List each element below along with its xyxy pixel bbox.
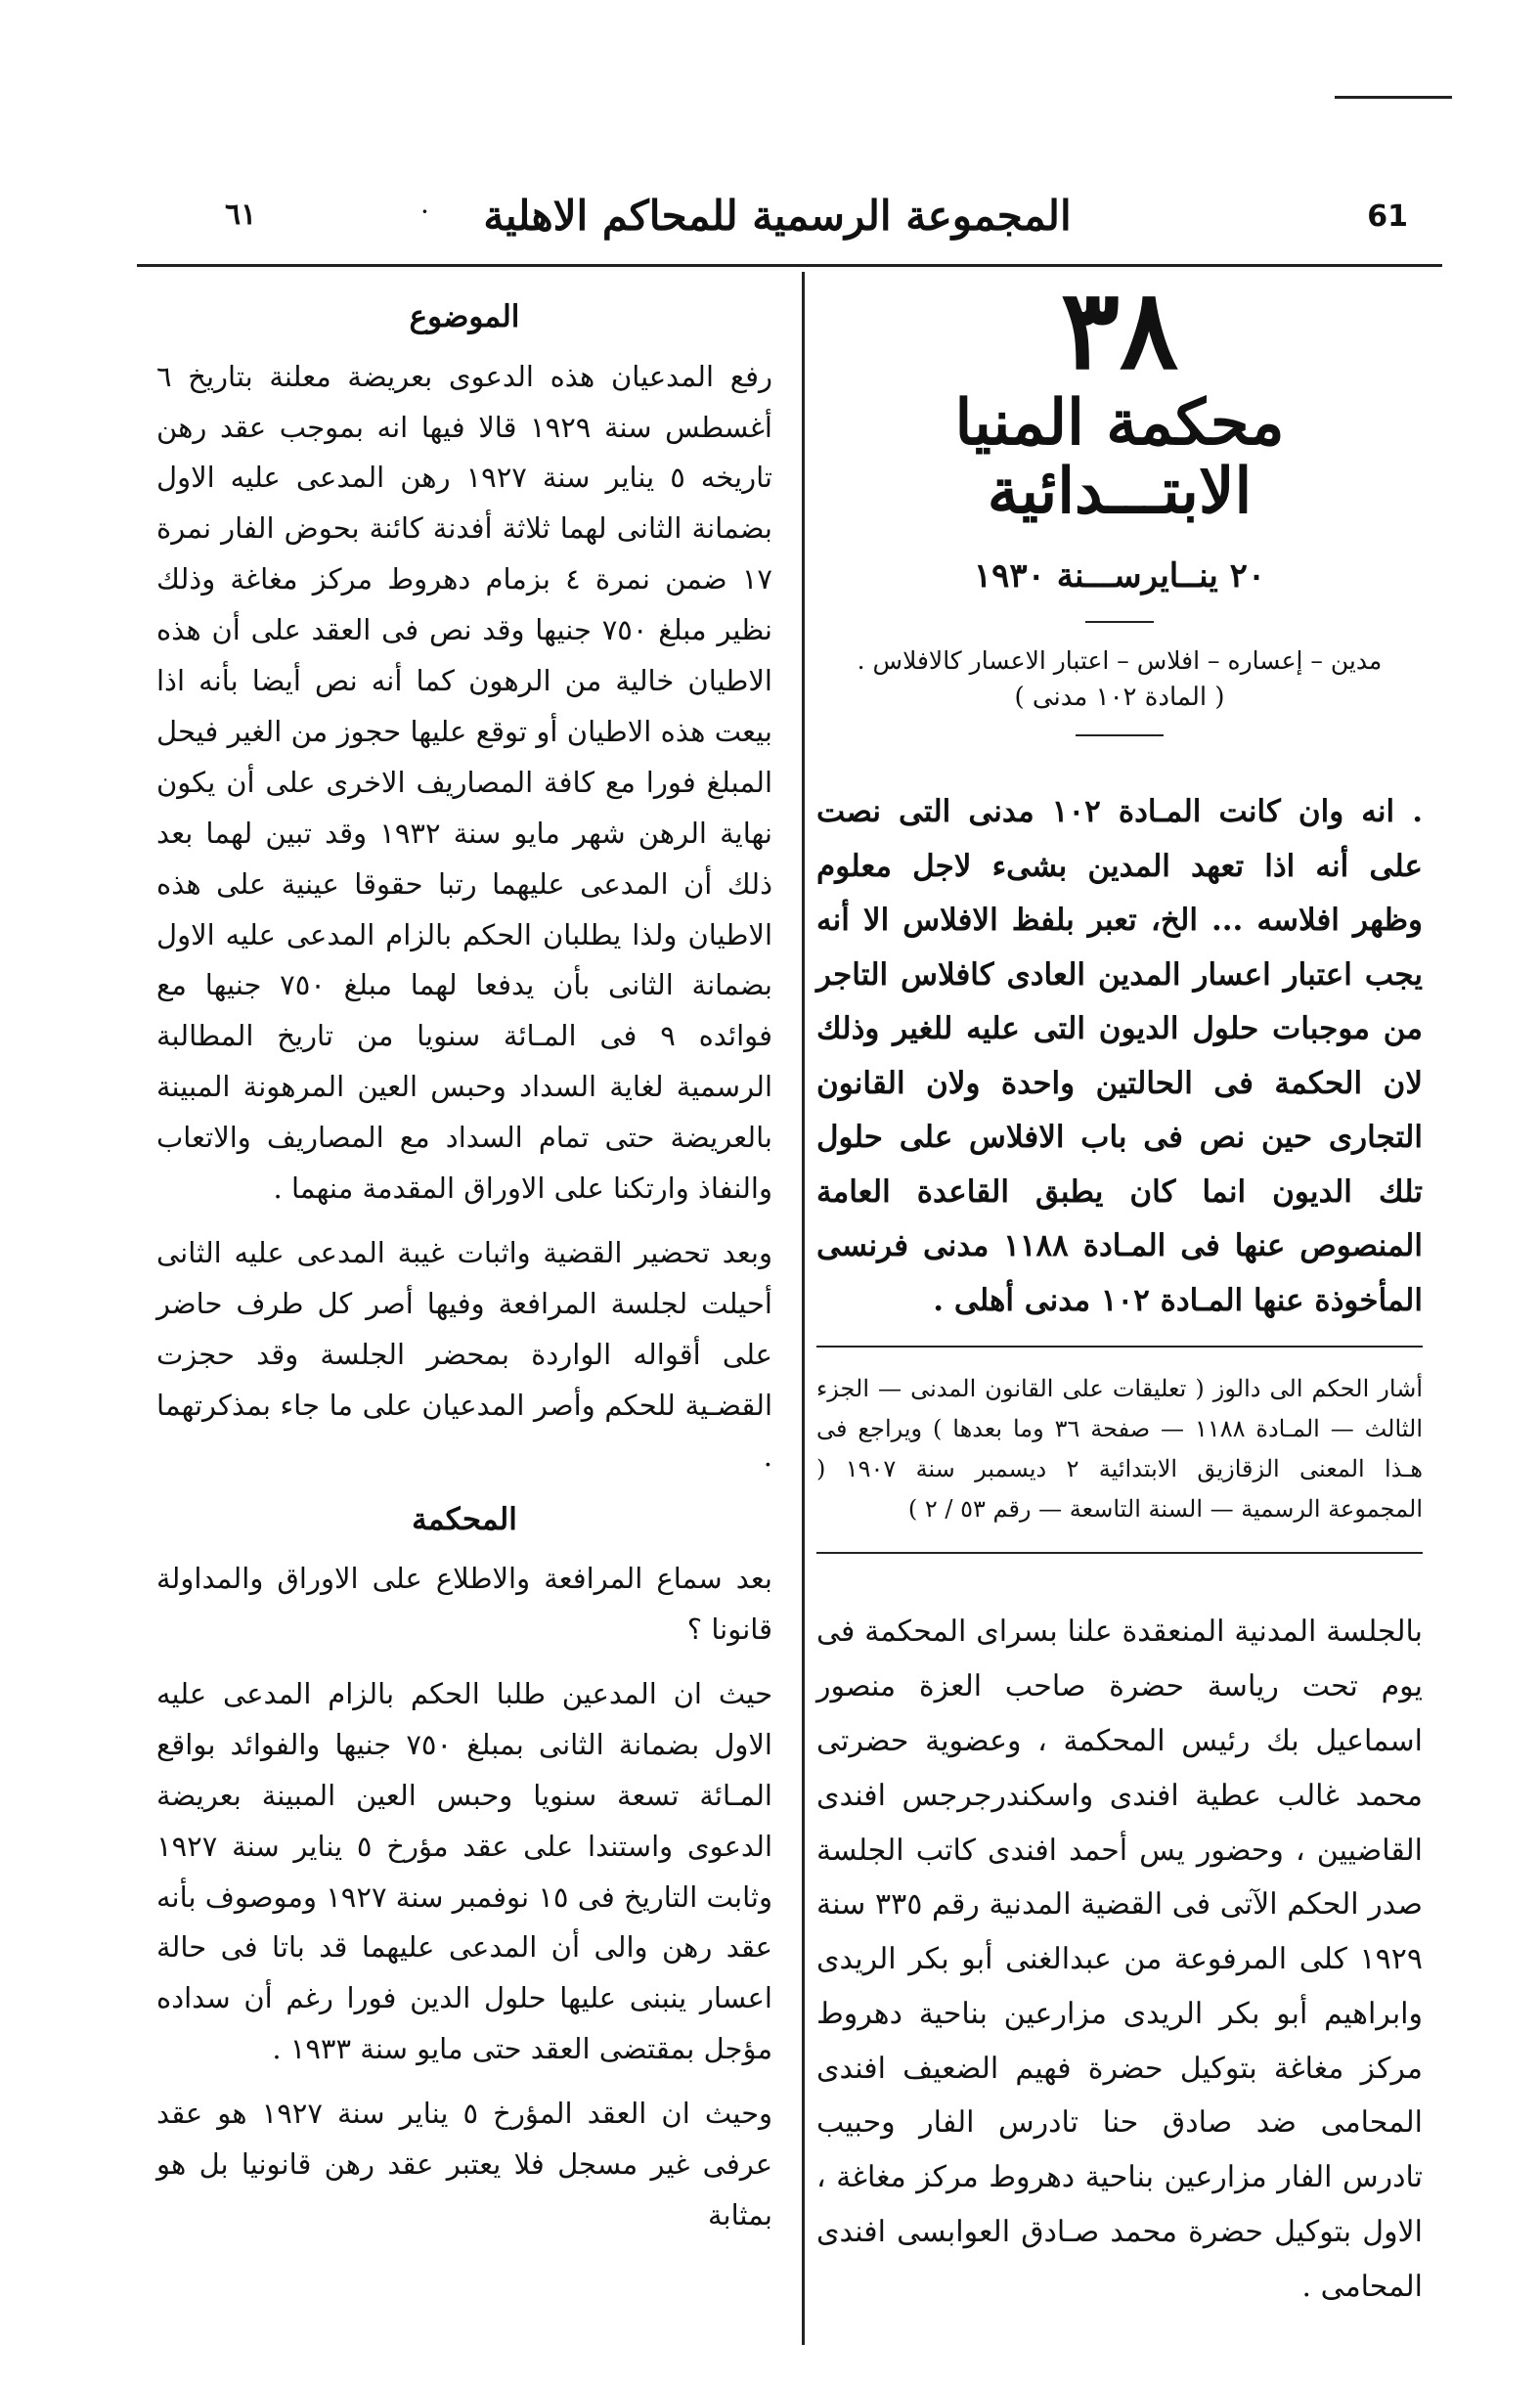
court-name: محكمة المنيا الابتـــدائية	[954, 386, 1285, 529]
decision-date: ٢٠ ينــايرســـنة ١٩٣٠	[973, 555, 1266, 596]
legal-principle: . انه وان كانت المـادة ١٠٢ مدنى التى نصت على أنه اذا تعهد المدين بشىء لاجل معلوم وظهر افلاسه ... الخ، تعبر بلفظ الافلاس الا أنه يجب اعتبار اعسار المدين العادى كافلاس التاجر من موجبات حلول الديون التى عليه للغير وذلك لان الحكمة فى الحالتين واحدة ولان القانون التجارى حين نص فى باب الافلاس على حلول تلك الديون انما كان يطبق القاعدة العامة المنصوص عنها فى المـادة ١١٨٨ مدنى فرنسى المأخوذة عنها المـادة ١٠٢ مدنى أهلى .	[816, 794, 1423, 1318]
case-keywords: مدين – إعساره – افلاس – اعتبار الاعسار كالافلاس .	[857, 645, 1383, 675]
subject-heading: الموضوع	[409, 299, 520, 334]
subject-paragraph: وبعد تحضير القضية واثبات غيبة المدعى عليه الثانى أحيلت لجلسة المرافعة وفيها أصر كل طرف حاضر على أقواله الواردة بمحضر الجلسة وقد حجزت القضـية للحكم وأصر المدعيان على ما جاء بمذكرتهما .	[156, 1236, 772, 1473]
article-reference: ( المادة ١٠٢ مدنى )	[1014, 683, 1225, 713]
session-info: بالجلسة المدنية المنعقدة علنا بسراى المحكمة فى يوم تحت رياسة حضرة صاحب العزة منصور اسماعيل بك رئيس المحكمة ، وعضوية حضرتى محمد غالب عطية افندى واسكندرجرجس افندى القاضيين ، وحضور يس أحمد افندى كاتب الجلسة صدر الحكم الآتى فى القضية المدنية رقم ٣٣٥ سنة ١٩٢٩ كلى المرفوعة من عبدالغنى أبو بكر الريدى وابراهيم أبو بكر الريدى مزارعين بناحية دهروط مركز مغاغة بتوكيل حضرة فهيم الضعيف افندى المحامى ضد صادق حنا تادرس الفار وحبيب تادرس الفار مزارعين بناحية دهروط مركز مغاغة ، الاول بتوكيل حضرة محمد صـادق العوابسى افندى المحامى .	[816, 1614, 1423, 2304]
footnote-rule-top	[816, 1346, 1423, 1348]
column-divider	[802, 272, 805, 2345]
keywords-rule	[1076, 734, 1164, 736]
right-column	[816, 266, 1424, 2315]
running-title: المجموعة الرسمية للمحاكم الاهلية	[483, 192, 1072, 240]
footnote: أشار الحكم الى دالوز ( تعليقات على القانون المدنى — الجزء الثالث — المـادة ١١٨٨ — صفحة ٣٦ وما بعدها ) ويراجع فى هـذا المعنى الزقازيق الابتدائية ٢ ديسمبر سنة ١٩٠٧ ( المجموعة الرسمية — السنة التاسعة — رقم ٥٣ / ٢ )	[816, 1375, 1424, 1523]
case-number: ٣٨	[1060, 266, 1179, 394]
header-rule	[137, 264, 1442, 267]
left-column	[156, 293, 772, 2241]
court-paragraph: بعد سماع المرافعة والاطلاع على الاوراق والمداولة قانونا ؟	[156, 1562, 772, 1647]
court-heading: المحكمة	[412, 1501, 517, 1537]
top-corner-rule	[1335, 96, 1452, 99]
page-number-arabic: ٦١	[225, 198, 257, 232]
court-paragraph: حيث ان المدعين طلبا الحكم بالزام المدعى عليه الاول بضمانة الثانى بمبلغ ٧٥٠ جنيها والفوائد بواقع المـائة تسعة سنويا وحبس العين المبينة بعريضة الدعوى واستندا على عقد مؤرخ ٥ يناير سنة ١٩٢٧ وثابت التاريخ فى ١٥ نوفمبر سنة ١٩٢٧ وموصوف بأنه عقد رهن والى أن المدعى عليهما قد باتا فى حالة اعسار ينبنى عليها حلول الدين فورا رغم أن سداده مؤجل بمقتضى العقد حتى مايو سنة ١٩٣٣ .	[156, 1676, 773, 2066]
page-header	[147, 188, 1408, 266]
page-number-latin: 61	[1367, 199, 1408, 234]
header-dot: ·	[420, 196, 429, 228]
subject-paragraph: رفع المدعيان هذه الدعوى بعريضة معلنة بتاريخ ٦ أغسطس سنة ١٩٢٩ قالا فيها انه بموجب عقد رهن تاريخه ٥ يناير سنة ١٩٢٧ رهن المدعى عليه الاول بضمانة الثانى لهما ثلاثة أفدنة كائنة بحوض الفار نمرة ١٧ ضمن نمرة ٤ بزمام دهروط مركز مغاغة وذلك نظير مبلغ ٧٥٠ جنيها وقد نص فى العقد على أن هذه الاطيان خالية من الرهون كما أنه نص أيضا بأنه اذا بيعت هذه الاطيان أو توقع عليها حجوز من الغير فيحل المبلغ فورا مع كافة المصاريف الاخرى على أن يكون نهاية الرهن شهر مايو سنة ١٩٣٢ وقد تبين لهما بعد ذلك أن المدعى عليهما رتبا حقوقا عينية على هذه الاطيان ولذا يطلبان الحكم بالزام المدعى عليه الاول بضمانة الثانى بأن يدفعا لهما مبلغ ٧٥٠ جنيها مع فوائده ٩ فى المـائة سنويا من تاريخ المطالبة الرسمية لغاية السداد وحبس العين المرهونة المبينة بالعريضة حتى تمام السداد مع المصاريف والاتعاب والنفاذ وارتكنا على الاوراق المقدمة منهما .	[156, 359, 773, 1206]
court-paragraph: وحيث ان العقد المؤرخ ٥ يناير سنة ١٩٢٧ هو عقد عرفى غير مسجل فلا يعتبر عقد رهن قانونيا بل هو بمثابة	[156, 2097, 772, 2232]
date-rule	[1085, 621, 1154, 623]
footnote-rule-bottom	[816, 1552, 1423, 1554]
